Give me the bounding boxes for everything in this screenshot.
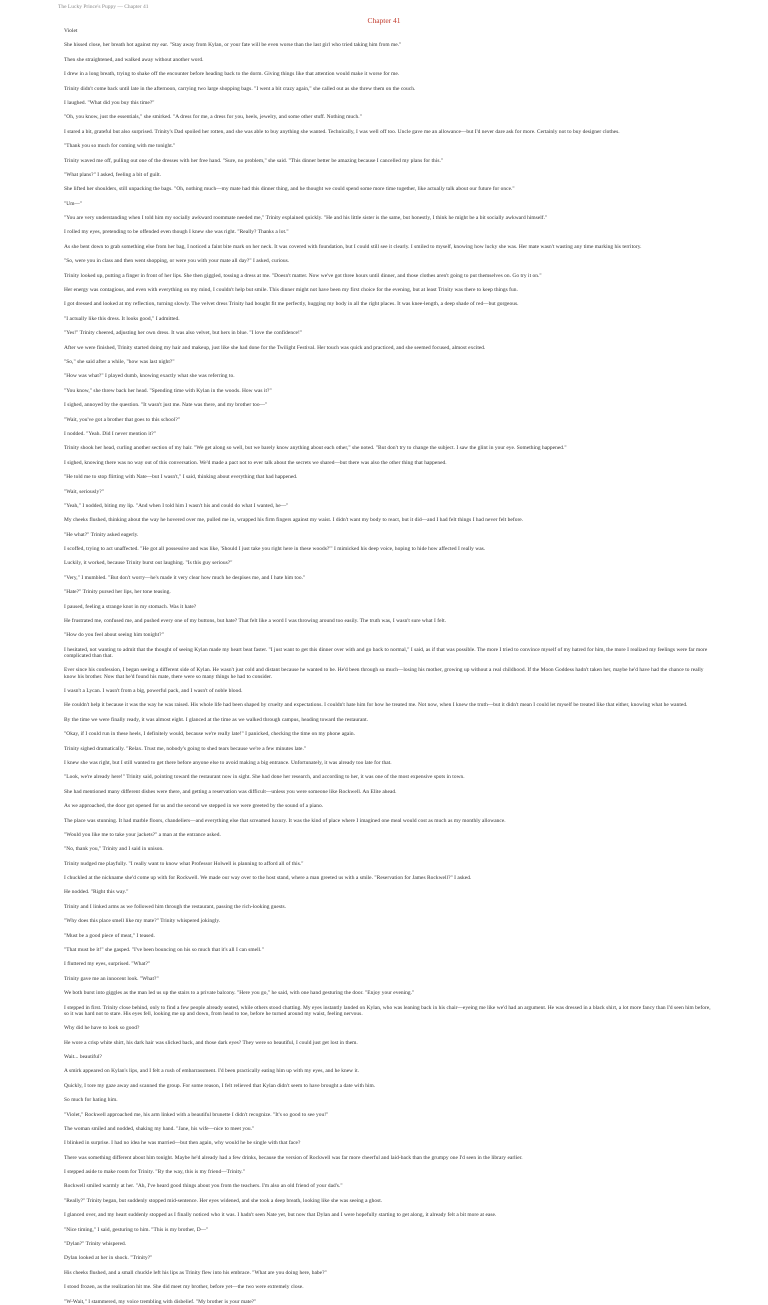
paragraph: Trinity didn't come back until late in the afternoon, carrying two large shopping bags. "I went a bit crazy again," she called out as she threw them on the couch. (64, 85, 416, 92)
paragraph: "Must be a good piece of meat," I teased. (64, 932, 155, 939)
paragraph: "Nice timing," I said, gesturing to him. "This is my brother, D—" (64, 1226, 209, 1233)
paragraph: I nodded. "Yeah. Did I never mention it?" (64, 430, 156, 437)
paragraph: We both burst into giggles as the man led us up the stairs to a private balcony. "Here you go," he said, with one hand gesturing the door. "Enjoy your evening." (64, 990, 415, 997)
paragraph: "How do you feel about seeing him tonight?" (64, 632, 164, 639)
paragraph: As we approached, the door got opened for us and the second we stepped in we were greeted by the sound of a piano. (64, 803, 324, 810)
paragraph: Trinity waved me off, pulling out one of the dresses with her free hand. "Sure, no problem," she said. "This dinner better be amazing because I cancelled my plans for this." (64, 157, 444, 164)
paragraph: Violet (64, 28, 78, 34)
paragraph: Luckily, it worked, because Trinity burst out laughing. "Is this guy serious?" (64, 560, 233, 567)
paragraph: There was something different about him tonight. Maybe he'd already had a few drinks, because the version of Rockwell was far more cheerful and laid-back than the grumpy one I'd seen in the library earlier. (64, 1154, 523, 1161)
paragraph: "Dylan?" Trinity whispered. (64, 1241, 127, 1248)
paragraph: "Um—" (64, 200, 83, 207)
paragraph: I hesitated, not wanting to admit that the thought of seeing Kylan made my heart beat faster. "I just want to get this dinner over with and go back to normal," I said, as if that was possible. The more I tried to convince myself of my hatred for him, the more I realized my feelings were far more complicated than that. (64, 646, 708, 659)
paragraph: I paused, feeling a strange knot in my stomach. Was it hate? (64, 603, 197, 610)
paragraph: "Yeah," I nodded, biting my lip. "And when I told him I wasn't his and could do what I wanted, he—" (64, 502, 289, 509)
paragraph: Trinity nudged me playfully. "I really want to know what Professor Holwell is planning to afford all of this." (64, 860, 304, 867)
paragraph: "You are very understanding when I told him my socially awkward roommate needed me," Trinity explained quickly. "He and his little sister is the same, but honestly, I think he might be a bit socially awkward himself." (64, 215, 548, 222)
paragraph: Wait... beautiful? (64, 1053, 102, 1060)
paragraph: The place was stunning. It had marble floors, chandeliers—and everything else that screamed luxury. It was the kind of place where I imagined one meal would cost as much as my monthly allowance. (64, 817, 506, 824)
paragraph: "He told me to stop flirting with Nate—but I wasn't," I said, thinking about everything that had happened. (64, 474, 298, 481)
running-header: The Lucky Prince's Puppy — Chapter 41 (58, 4, 149, 10)
paragraph: "Oh, you know, just the essentials," she smirked. "A dress for me, a dress for you, heels, jewelry, and some other stuff. Nothing much." (64, 114, 362, 121)
paragraph: "Wait, seriously?" (64, 488, 104, 495)
paragraph: I laughed. "What did you buy this time?" (64, 99, 155, 106)
paragraph: I knew she was right, but I still wanted to get there before anyone else to avoid making a big entrance. Unfortunately, it was already too late for that. (64, 759, 392, 766)
paragraph: "What plans?" I asked, feeling a bit of guilt. (64, 171, 162, 178)
paragraph: "Okay, if I could run in these heels, I definitely would, because we're really late!" I panicked, checking the time on my phone again. (64, 731, 356, 738)
paragraph: He frustrated me, confused me, and pushed every one of my buttons, but hate? That felt like a word I was throwing around too easily. The truth was, I wasn't sure what I felt. (64, 618, 447, 625)
paragraph: He wore a crisp white shirt, his dark hair was slicked back, and those dark eyes? They were so beautiful, I could just get lost in them. (64, 1039, 358, 1046)
paragraph: "W-Wait," I stammered, my voice trembling with disbelief. "My brother is your mate?" (64, 1298, 257, 1305)
paragraph: I scoffed, trying to act unaffected. "He got all possessive and was like, 'Should I just take you right here in these woods?'" I mimicked his deep voice, hoping to hide how affected I really was. (64, 546, 486, 553)
paragraph: "You know," she threw back her head. "Spending time with Kylan in the woods. How was it?" (64, 387, 272, 394)
paragraph: "How was what?" I played dumb, knowing exactly what she was referring to. (64, 373, 235, 380)
paragraph: As she bent down to grab something else from her bag, I noticed a faint bite mark on her neck. It was covered with foundation, but I could still see it clearly. I smiled to myself, knowing how lucky she was. Her mate wasn't wasting any time marking his territory. (64, 243, 642, 250)
paragraph: I glanced over, and my heart suddenly stopped as I finally noticed who it was. I hadn't seen Nate yet, but now that Dylan and I were hopefully starting to get along, it already felt a bit more at ease. (64, 1212, 497, 1219)
paragraph: I rolled my eyes, pretending to be offended even though I knew she was right. "Really? Thanks a lot." (64, 229, 289, 236)
paragraph: I stepped in first. Trinity close behind, only to find a few people already seated, while others stood chatting. My eyes instantly landed on Kylan, who was leaning back in his chair—eyeing me like we'd had an argument. He was dressed in a black shirt, a lot more fancy than I'd seen him before, so it was hard not to stare. His eyes fell, looking me up and down, from head to toe, before he turned around my waist, feeling nervous. (64, 1004, 711, 1017)
paragraph: "Would you like me to take your jackets?" a man at the entrance asked. (64, 831, 221, 838)
paragraph: The woman smiled and nodded, shaking my hand. "Jane, his wife—nice to meet you." (64, 1125, 255, 1132)
paragraph: "No, thank you," Trinity and I said in unison. (64, 846, 164, 853)
paragraph: I stood frozen, as the realization hit me. She did meet my brother, before yet—the two were extremely close. (64, 1284, 304, 1291)
paragraph: "So," she said after a while, "how was last night?" (64, 358, 175, 365)
paragraph: "He what?" Trinity asked eagerly. (64, 531, 139, 538)
paragraph: "I actually like this dress. It looks good," I admitted. (64, 315, 180, 322)
paragraph: Trinity looked up, putting a finger in front of her lips. She then giggled, tossing a dress at me. "Doesn't matter. Now we've got three hours until dinner, and those clothes aren't going to put themselves on. Go try it on." (64, 272, 542, 279)
paragraph: Then she straightened, and walked away without another word. (64, 56, 204, 63)
paragraph: After we were finished, Trinity started doing my hair and makeup, just like she had done for the Twilight Festival. Her touch was quick and practiced, and she seemed focused, almost excited. (64, 344, 486, 351)
paragraph: Ever since his confession, I began seeing a different side of Kylan. He wasn't just cold and distant because he wanted to be. He'd been through so much—losing his mother, growing up without a real childhood. If the Moon Goddess hadn't taken her, maybe he'd have had the chance to really know his brother. Now that he'd found his mate, there were so many things he had to consider. (64, 667, 704, 680)
paragraph: He nodded. "Right this way." (64, 889, 129, 896)
paragraph: Quickly, I tore my gaze away and scanned the group. For some reason, I felt relieved that Kylan didn't seem to have brought a date with him. (64, 1082, 376, 1089)
paragraph: A smirk appeared on Kylan's lips, and I felt a rush of embarrassment. I'd been practically eating him up with my eyes, and he knew it. (64, 1068, 360, 1075)
paragraph: I stared a bit, grateful but also surprised. Trinity's Dad spoiled her rotten, and she was able to buy anything she wanted. Technically, I was well off too. Uncle gave me an allowance—but I'd never dare ask for more. Certainly not to buy designer clothes. (64, 128, 620, 135)
paragraph: Trinity gave me an innocent look. "What?" (64, 975, 159, 982)
paragraph: I sighed, knowing there was no way out of this conversation. We'd made a pact not to ever talk about the secrets we shared—but there was also the other thing that happened. (64, 459, 447, 466)
chapter-title: Chapter 41 (367, 16, 401, 25)
paragraph: "Really?" Trinity began, but suddenly stopped mid-sentence. Her eyes widened, and she took a deep breath, looking like she was seeing a ghost. (64, 1197, 383, 1204)
paragraph: "Wait, you've got a brother that goes to this school?" (64, 416, 181, 423)
paragraph: He couldn't help it because it was the way he was raised. His whole life had been shaped by cruelty and expectations. I couldn't hate him for how he treated me. Not now, when I knew the truth—but it didn't mean I could let myself be treated like that either, knowing what he wanted. (64, 702, 688, 709)
paragraph: I got dressed and looked at my reflection, turning slowly. The velvet dress Trinity had bought fit me perfectly, hugging my body in all the right places. It was knee-length, a deep shade of red—but gorgeous. (64, 301, 519, 308)
paragraph: "Thank you so much for coming with me tonight." (64, 143, 176, 150)
paragraph: "Hate?" Trinity pursed her lips, her tone teasing. (64, 589, 171, 596)
paragraph: She had mentioned many different dishes were there, and getting a reservation was difficult—unless you were someone like Rockwell. An Elite ahead. (64, 788, 397, 795)
paragraph: I stepped aside to make room for Trinity. "By the way, this is my friend—Trinity." (64, 1169, 246, 1176)
paragraph: Her energy was contagious, and even with everything on my mind, I couldn't help but smile. This dinner might not have been my first choice for the evening, but at least Trinity was there to keep things fun. (64, 287, 518, 294)
paragraph: Why did he have to look so good? (64, 1025, 140, 1032)
paragraph: I fluttered my eyes, surprised. "What?" (64, 961, 151, 968)
paragraph: Trinity sighed dramatically. "Relax. Trust me, nobody's going to shed tears because we're a few minutes late." (64, 745, 307, 752)
paragraph: "That must be it!" she gasped. "I've been bouncing on his so much that it's all I can smell." (64, 947, 264, 954)
paragraph: Trinity and I linked arms as we followed him through the restaurant, passing the rich-looking guests. (64, 903, 287, 910)
paragraph: My cheeks flushed, thinking about the way he hovered over me, pulled me in, wrapped his firm fingers against my waist. I didn't want my body to react, but it did—and I had felt things I had never felt before. (64, 517, 524, 524)
paragraph: I chuckled at the nickname she'd come up with for Rockwell. We made our way over to the host stand, where a man greeted us with a smile. "Reservation for James Rockwell?" I asked. (64, 875, 472, 882)
paragraph: I drew in a long breath, trying to shake off the encounter before heading back to the dorm. Giving things like that attention would make it worse for me. (64, 71, 400, 78)
paragraph: I blinked in surprise. I had no idea he was married—but then again, why would he be single with that face? (64, 1140, 301, 1147)
paragraph: Dylan looked at her in shock. "Trinity?" (64, 1255, 153, 1262)
paragraph: "Look, we're already here!" Trinity said, pointing toward the restaurant now in sight. She had done her research, and according to her, it was one of the most expensive spots in town. (64, 774, 465, 781)
paragraph: "Very," I mumbled. "But don't worry—he's made it very clear how much he despises me, and I hate him too." (64, 574, 306, 581)
chapter-body (64, 28, 712, 1305)
paragraph: So much for hating him. (64, 1097, 118, 1104)
paragraph: "So, were you in class and then went shopping, or were you with your mate all day?" I asked, curious. (64, 258, 290, 265)
paragraph: She hissed close, her breath hot against my ear. "Stay away from Kylan, or your fate will be even worse than the last girl who tried taking him from me." (64, 42, 402, 49)
paragraph: "Why does this place smell like my mate?" Trinity whispered jokingly. (64, 918, 221, 925)
paragraph: She lifted her shoulders, still unpacking the bags. "Oh, nothing much—my mate had this dinner thing, and he thought we could spend some more time together, like actually talk about our future for once." (64, 186, 515, 193)
paragraph: By the time we were finally ready, it was almost eight. I glanced at the time as we walked through campus, heading toward the restaurant. (64, 716, 369, 723)
paragraph: I sighed, annoyed by the question. "It wasn't just me. Nate was there, and my brother too—" (64, 402, 268, 409)
paragraph: Trinity shook her head, curling another section of my hair. "We get along so well, but we barely know anything about each other," she noted. "But don't try to change the subject. I saw the glint in your eye. Something happened." (64, 445, 567, 452)
paragraph: "Violet," Rockwell approached me, his arm linked with a beautiful brunette I didn't recognize. "It's so good to see you!" (64, 1111, 329, 1118)
paragraph: Rockwell smiled warmly at her. "Ah, I've heard good things about you from the teachers. I'm also an old friend of your dad's." (64, 1183, 343, 1190)
paragraph: I wasn't a Lycan. I wasn't from a big, powerful pack, and I wasn't of noble blood. (64, 687, 243, 694)
paragraph: His cheeks flushed, and a small chuckle left his lips as Trinity flew into his embrace. "What are you doing here, babe?" (64, 1269, 327, 1276)
paragraph: "Yes!" Trinity cheered, adjusting her own dress. It was also velvet, but hers in blue. "I love the confidence!" (64, 330, 303, 337)
